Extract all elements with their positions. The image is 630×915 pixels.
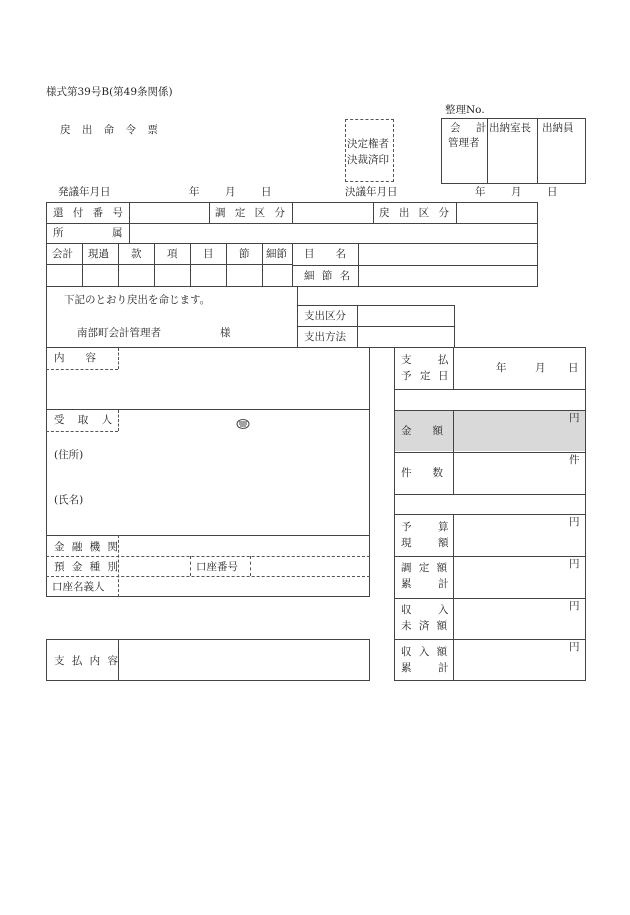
shiharai-year: 年: [496, 362, 507, 374]
approver-kaikei1: 会 計: [450, 122, 493, 134]
kingaku-label: 金 額: [401, 425, 443, 437]
shozoku-label-1: 所: [53, 227, 64, 239]
kinyu-kikan-label: 金 融 機 関: [54, 541, 121, 553]
col-kou: 項: [167, 248, 178, 260]
ketsugi-month: 月: [511, 186, 522, 198]
chotei-a: 調 定 額: [401, 562, 450, 574]
form-number: 様式第39号B(第49条関係): [46, 86, 173, 98]
yosan-b1: 現: [401, 537, 412, 549]
shiharai-day: 日: [568, 362, 579, 374]
order-sama: 様: [220, 327, 231, 339]
kettei-line2: 決裁済印: [347, 154, 389, 166]
ketsugi-date-label: 決議年月日: [345, 186, 398, 198]
moku-mei-label: 目 名: [304, 248, 346, 260]
shishutsu-kubun-label: 支出区分: [304, 310, 346, 322]
col-saisetsu: 細節: [266, 248, 287, 260]
koza-bango-label: 口座番号: [196, 561, 238, 573]
jusho-label: (住所): [54, 449, 84, 461]
kensu-ken: 件: [569, 454, 580, 466]
kettei-seal-box: [345, 119, 394, 182]
chotei-b1: 累: [401, 578, 412, 590]
kanpu-bango-label: 還 付 番 号: [53, 207, 127, 219]
approver-kaikei2: 管理者: [448, 137, 480, 149]
naiyo-label: 内 容: [54, 352, 96, 364]
shiharai-b2: 定: [420, 370, 431, 382]
payee-block: [46, 347, 370, 597]
saisetsu-mei-label: 細 節 名: [304, 270, 353, 282]
misai-yen: 円: [569, 600, 580, 612]
kingaku-yen: 円: [569, 412, 580, 424]
col-moku: 目: [203, 248, 214, 260]
seiri-no-label: 整理No.: [445, 104, 485, 116]
kettei-line1: 決定権者: [347, 138, 389, 150]
shiharai-a2: 払: [438, 354, 449, 366]
col-kaikei: 会計: [52, 248, 73, 260]
chotei-yen: 円: [569, 558, 580, 570]
misai-b: 未 済 額: [401, 620, 450, 632]
shozoku-label-2: 属: [112, 227, 123, 239]
yosan-yen: 円: [569, 516, 580, 528]
order-text: 下記のとおり戻出を命じます。: [64, 294, 211, 306]
shishutsu-hoho-label: 支出方法: [304, 331, 346, 343]
col-genka: 現過: [88, 248, 109, 260]
shunyu-ruikei-a: 収 入 額: [401, 646, 450, 658]
chotei-b2: 計: [438, 578, 449, 590]
shiharai-month: 月: [535, 362, 546, 374]
koza-meigi-label: 口座名義人: [52, 581, 105, 593]
ketsugi-day: 日: [547, 186, 558, 198]
shiharai-a1: 支: [401, 354, 412, 366]
yosan-a1: 予: [401, 521, 412, 533]
uketorinin-label: 受 取 人: [54, 414, 118, 426]
shiharai-b1: 予: [401, 370, 412, 382]
col-kan: 款: [131, 248, 142, 260]
shunyu-ruikei-yen: 円: [569, 641, 580, 653]
hatsugi-month: 月: [225, 186, 236, 198]
chotei-kubun-label: 調 定 区 分: [215, 207, 289, 219]
col-setsu: 節: [239, 248, 250, 260]
shiharai-naiyo-label: 支 払 内 容: [54, 655, 121, 667]
hatsugi-date-label: 発議年月日: [58, 186, 111, 198]
order-manager: 南部町会計管理者: [77, 327, 161, 339]
approver-suito-shitsucho: 出納室長: [489, 122, 531, 134]
shiharai-b3: 日: [438, 370, 449, 382]
shimei-label: (氏名): [54, 494, 84, 506]
hatsugi-day: 日: [261, 186, 272, 198]
approver-suito-in: 出納員: [542, 122, 574, 134]
misai-a1: 収: [401, 604, 412, 616]
ketsugi-year: 年: [475, 186, 486, 198]
kensu-label: 件 数: [401, 467, 443, 479]
form-title: 戻 出 命 令 票: [60, 124, 162, 136]
shunyu-ruikei-b1: 累: [401, 662, 412, 674]
yokin-shubetsu-label: 預 金 種 別: [54, 561, 121, 573]
shunyu-ruikei-b2: 計: [438, 662, 449, 674]
seal-mark-icon: [236, 418, 250, 430]
yosan-a2: 算: [438, 521, 449, 533]
reshutsu-kubun-label: 戻 出 区 分: [379, 207, 453, 219]
yosan-b2: 額: [438, 537, 449, 549]
hatsugi-year: 年: [189, 186, 200, 198]
misai-a2: 入: [438, 604, 449, 616]
